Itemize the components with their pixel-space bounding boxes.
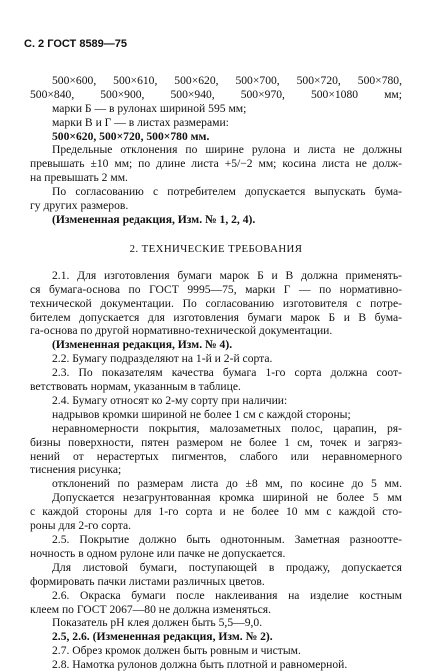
text-line: га-основа по другой нормативно-технической документации. <box>30 324 333 338</box>
text-line: надрывов кромки шириной не более 1 см с каждой стороны; <box>52 407 351 421</box>
text-line: Допускается незагрунтованная кромка шириной не более 5 мм <box>52 491 402 505</box>
text-line: марки В и Г — в листах размерами: <box>52 115 229 129</box>
text-line: Предельные отклонения по ширине рулона и листа не должны <box>52 143 402 157</box>
text-line: технической документации. По согласованию изготовителя с потре- <box>30 296 402 310</box>
text-line: 2.6. Окраска бумаги после наклеивания на изделие костным <box>52 588 402 602</box>
page-header: С. 2 ГОСТ 8589—75 <box>24 38 128 50</box>
requirements-block <box>30 269 402 672</box>
text-line: бизны поверхности, пятен размером не более 1 см, точек и загряз- <box>30 435 402 449</box>
text-line: на превышать 2 мм. <box>30 171 128 185</box>
intro-block <box>30 74 402 227</box>
text-line: неравномерности покрытия, малозаметных полос, царапин, ря- <box>52 421 402 435</box>
text-line: марки Б — в рулонах шириной 595 мм; <box>52 101 247 115</box>
text-line: 2.7. Обрез кромок должен быть ровным и чистым. <box>52 644 301 658</box>
amendment-note: 2.5, 2.6. (Измененная редакция, Изм. № 2). <box>52 630 273 644</box>
text-line: роны для 2-го сорта. <box>30 519 132 533</box>
text-line: гу других размеров. <box>30 199 129 213</box>
text-line: тиснения рисунка; <box>30 463 122 477</box>
text-line: ночность в одном рулоне или пачке не допускается. <box>30 546 286 560</box>
text-line: ся бумага-основа по ГОСТ 9995—75, марки Г — по нормативно- <box>30 282 402 296</box>
section-title: 2. ТЕХНИЧЕСКИЕ ТРЕБОВАНИЯ <box>129 242 303 255</box>
amendment-note: (Измененная редакция, Изм. № 4). <box>52 338 233 352</box>
text-line: По согласованию с потребителем допускается выпускать бума- <box>52 185 402 199</box>
text-line: превышать ±10 мм; по длине листа +5/−2 мм; косина листа не долж- <box>30 157 402 171</box>
text-line: Для листовой бумаги, поступающей в продажу, допускается <box>52 560 402 574</box>
text-line: 2.8. Намотка рулонов должна быть плотной и равномерной. <box>52 658 348 672</box>
text-line: 2.1. Для изготовления бумаги марок Б и В должна применять- <box>52 268 402 282</box>
text-line: с каждой стороны для 1-го сорта и не более 10 мм с каждой сто- <box>30 505 402 519</box>
text-line: 2.4. Бумагу относят ко 2-му сорту при наличии: <box>52 393 288 407</box>
text-line: формировать пачки листами различных цветов. <box>30 574 265 588</box>
text-line: 500×620, 500×720, 500×780 мм. <box>52 129 210 143</box>
text-line: 500×600, 500×610, 500×620, 500×700, 500×720, 500×780, <box>52 73 402 87</box>
text-line: Показатель pH клея должен быть 5,5—9,0. <box>52 616 263 630</box>
amendment-note: (Измененная редакция, Изм. № 1, 2, 4). <box>52 212 256 226</box>
text-line: бителем допускается для изготовления бумаги марок Б и В бума- <box>30 310 402 324</box>
text-line: клеем по ГОСТ 2067—80 не должна изменяться. <box>30 602 271 616</box>
text-line: 2.3. По показателям качества бумага 1-го сорта должна соот- <box>52 366 402 380</box>
text-line: 2.5. Покрытие должно быть однотонным. Заметная разноотте- <box>52 533 402 546</box>
text-line: нений от нерастертых пигментов, слабого или неравномерного <box>30 449 402 463</box>
text-line: отклонений по размерам листа до ±8 мм, по косине до 5 мм. <box>52 477 402 491</box>
text-line: ветствовать нормам, указанным в таблице. <box>30 380 241 394</box>
text-line: 500×840, 500×900, 500×940, 500×970, 500×1080 мм; <box>30 87 402 101</box>
text-line: 2.2. Бумагу подразделяют на 1-й и 2-й сорта. <box>52 352 273 366</box>
